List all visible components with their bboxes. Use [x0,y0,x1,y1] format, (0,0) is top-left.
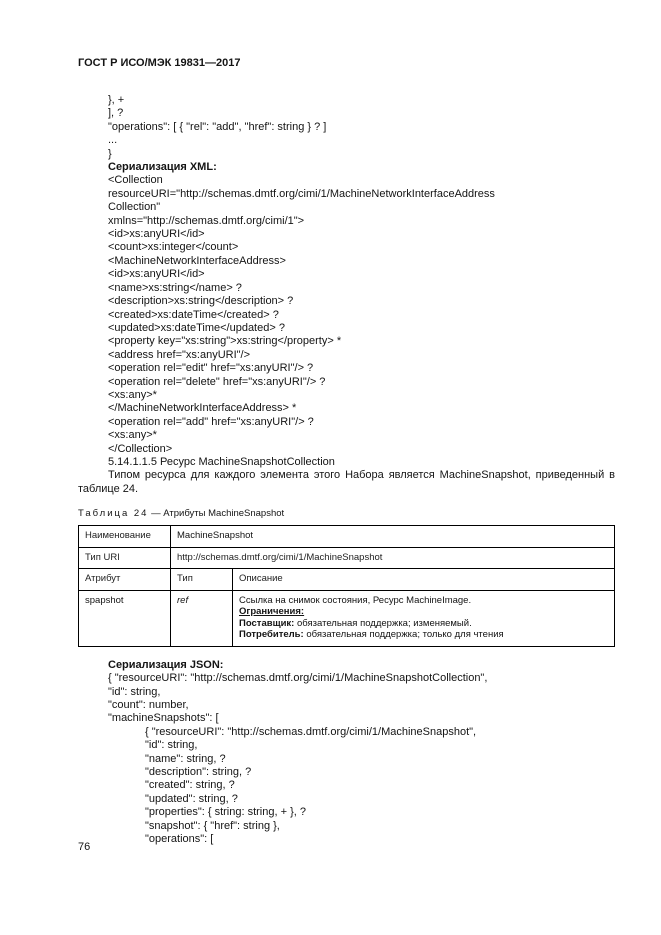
clause-paragraph: Типом ресурса для каждого элемента этого Набора является MachineSnapshot, приведенный в таблице 24. [78,469,615,495]
description-line-provider [239,618,608,630]
code-line: <operation rel="delete" href="xs:anyURI"/> ? [108,375,326,388]
code-line: <MachineNetworkInterfaceAddress> [108,254,286,267]
table-row-name [79,526,615,548]
code-line: <operation rel="edit" href="xs:anyURI"/> ? [108,362,314,375]
code-line: <updated>xs:dateTime</updated> ? [108,321,285,334]
table-header-row [79,569,615,591]
code-line: <name>xs:string</name> ? [108,281,242,294]
code-line: "operations": [ { "rel": "add", "href": string } ? ] [108,120,327,133]
code-line: { "resourceURI": "http://schemas.dmtf.org/cimi/1/MachineSnapshot", [145,725,477,738]
cell-name-label: Наименование [79,526,171,548]
code-line: "updated": string, ? [145,792,238,805]
table-row-uri [79,547,615,569]
code-line: <count>xs:integer</count> [108,241,239,254]
code-line: <address href="xs:anyURI"/> [108,348,251,361]
code-line: "id": string, [145,739,198,752]
provider-label: Поставщик: [239,617,295,629]
code-line: resourceURI="http://schemas.dmtf.org/cimi/1/MachineNetworkInterfaceAddress [108,187,495,200]
json-serialization-block [108,672,615,846]
description-line-consumer [239,629,608,641]
code-line: <Collection [108,174,163,187]
cell-uri-label: Тип URI [79,547,171,569]
json-serialization-heading: Сериализация JSON: [108,658,224,671]
code-line: } [108,147,112,160]
provider-text: обязательная поддержка; изменяемый. [294,617,472,629]
column-header-type: Тип [171,569,233,591]
code-line: "machineSnapshots": [ [108,712,219,725]
code-line: "created": string, ? [145,779,235,792]
consumer-text: обязательная поддержка; только для чтения [303,629,504,641]
page-number: 76 [78,841,91,853]
code-line: "count": number, [108,698,189,711]
code-line: <created>xs:dateTime</created> ? [108,308,279,321]
code-line: "description": string, ? [145,765,252,778]
column-header-attribute: Атрибут [79,569,171,591]
code-line: </Collection> [108,442,173,455]
cell-attribute-description [233,590,615,646]
json-fragment-block [108,94,615,161]
table-caption [78,508,615,519]
description-line-constraints: Ограничения: [239,606,305,618]
consumer-label: Потребитель: [239,629,304,641]
code-line: }, + [108,94,125,106]
code-line: <description>xs:string</description> ? [108,295,294,308]
code-line: "name": string, ? [145,752,226,765]
cell-attribute-type: ref [171,590,233,646]
table-caption-title: — Атрибуты MachineSnapshot [148,508,285,520]
code-line: <xs:any>* [108,388,157,401]
machinesnapshot-attributes-table [78,525,615,647]
xml-serialization-heading: Сериализация XML: [108,161,217,174]
code-line: <property key="xs:string">xs:string</property> * [108,335,342,348]
code-line: ... [108,134,118,147]
code-line: </MachineNetworkInterfaceAddress> * [108,402,297,415]
clause-heading: 5.14.1.1.5 Ресурс MachineSnapshotCollection [108,455,335,468]
code-line: <id>xs:anyURI</id> [108,268,205,281]
code-line: "snapshot": { "href": string }, [145,819,280,832]
code-line: Collection" [108,201,161,214]
xml-serialization-block [108,174,615,456]
code-line: <operation rel="add" href="xs:anyURI"/> ? [108,415,314,428]
column-header-description: Описание [233,569,615,591]
code-line: <id>xs:anyURI</id> [108,228,205,241]
code-line: "id": string, [108,685,161,698]
json-inner-lines [145,726,615,847]
cell-name-value: MachineSnapshot [171,526,615,548]
document-header: ГОСТ Р ИСО/МЭК 19831—2017 [78,57,241,69]
code-line: <xs:any>* [108,429,157,442]
cell-uri-value: http://schemas.dmtf.org/cimi/1/MachineSnapshot [171,547,615,569]
code-line: "operations": [ [145,832,214,845]
description-line: Ссылка на снимок состояния, Ресурс MachineImage. [239,594,472,606]
code-line: xmlns="http://schemas.dmtf.org/cimi/1"> [108,214,305,227]
code-line: ], ? [108,107,124,120]
code-line: { "resourceURI": "http://schemas.dmtf.org/cimi/1/MachineSnapshotCollection", [108,672,488,685]
table-caption-number: Таблица 24 [78,508,149,520]
code-line: "properties": { string: string, + }, ? [145,806,306,819]
table-row-snapshot [79,590,615,646]
cell-attribute-name: spapshot [79,590,171,646]
